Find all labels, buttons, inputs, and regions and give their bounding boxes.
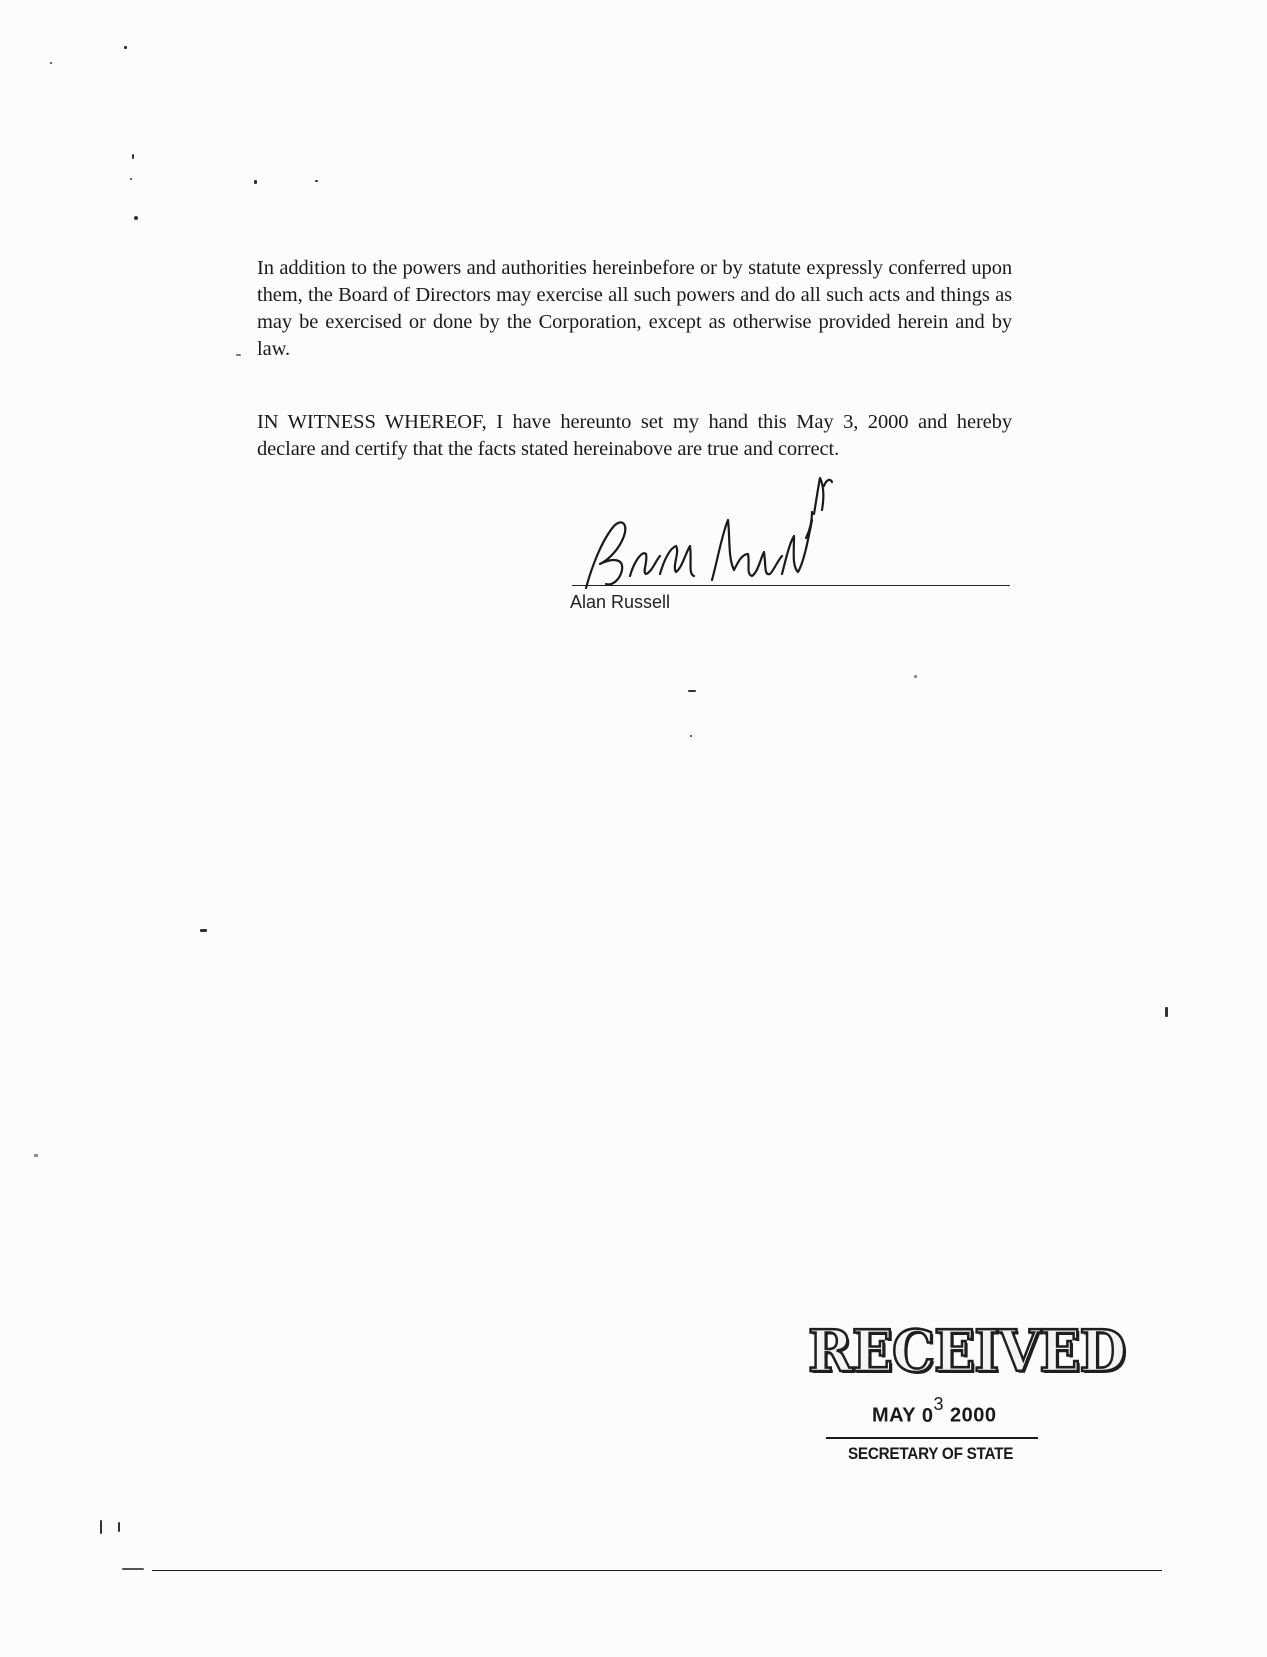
stamp-received-word: RECEIVED xyxy=(808,1317,1126,1385)
powers-paragraph: In addition to the powers and authorities hereinbefore or by statute expressly conferred upon them, the Board of Directors may exercise all such powers and do all such acts and things as may be exercised or done by the Corporation, except as otherwise provided herein and by law. xyxy=(257,257,1012,360)
stamp-year: 2000 xyxy=(950,1404,997,1427)
stamp-date xyxy=(872,1394,997,1428)
scan-speck xyxy=(34,1154,38,1157)
scan-speck xyxy=(134,216,138,220)
scan-speck xyxy=(124,46,127,49)
scan-speck xyxy=(122,1568,144,1570)
scan-speck xyxy=(315,180,318,182)
scan-speck xyxy=(1165,1007,1168,1017)
scan-speck xyxy=(688,690,696,692)
witness-paragraph: IN WITNESS WHEREOF, I have hereunto set my hand this May 3, 2000 and hereby declare and certify that the facts stated hereinabove are true and correct. xyxy=(257,411,1012,460)
received-stamp xyxy=(808,1317,1126,1470)
scan-speck xyxy=(130,178,132,180)
scan-speck xyxy=(914,675,917,678)
stamp-rule xyxy=(826,1437,1038,1439)
scan-speck xyxy=(690,735,692,737)
scan-speck xyxy=(200,929,207,932)
scan-speck xyxy=(236,354,241,356)
stamp-day-handwritten: 3 xyxy=(933,1394,944,1414)
scan-speck xyxy=(50,62,52,64)
stamp-day xyxy=(921,1394,944,1427)
stamp-month: MAY xyxy=(872,1404,916,1427)
scan-speck xyxy=(254,180,257,184)
scan-speck xyxy=(100,1520,102,1534)
bottom-rule xyxy=(152,1570,1162,1571)
signer-name: Alan Russell xyxy=(570,592,671,612)
stamp-office: SECRETARY OF STATE xyxy=(848,1444,1014,1463)
stamp-day-prefix: 0 xyxy=(921,1404,934,1427)
scan-speck xyxy=(118,1522,120,1532)
handwritten-signature xyxy=(572,462,872,602)
scan-speck xyxy=(132,154,134,159)
